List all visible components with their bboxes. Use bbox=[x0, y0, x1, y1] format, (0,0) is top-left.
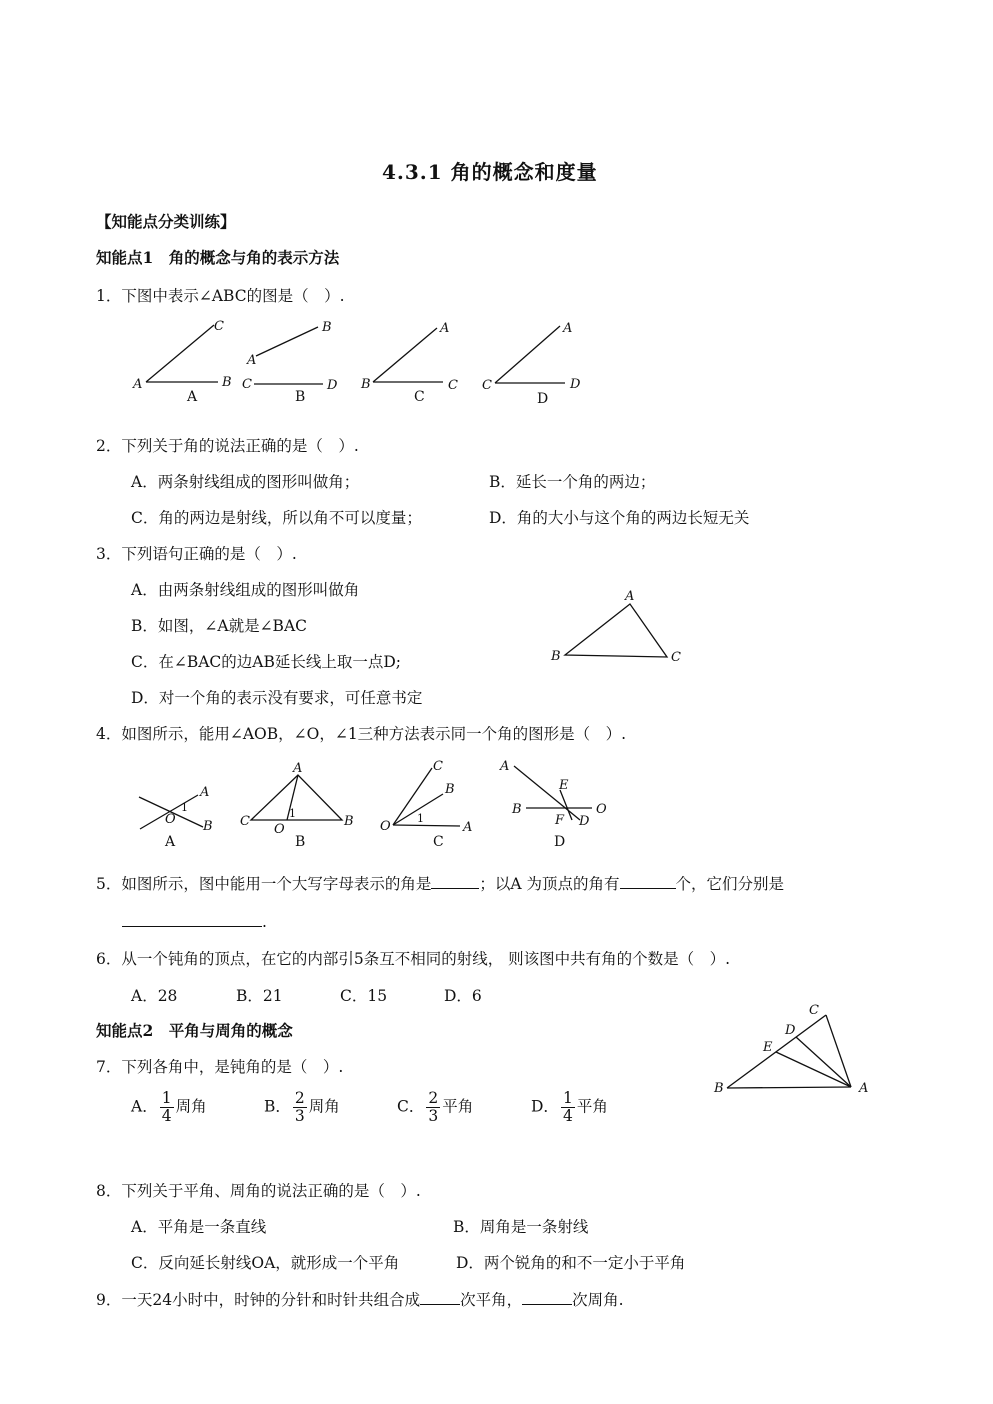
question-6: 6．从一个钝角的顶点，在它的内部引5条互不相同的射线， 则该图中共有角的个数是（ ）. bbox=[96, 950, 731, 968]
q7-option-b: B． $\frac{2}{3}$ 周角 bbox=[264, 1089, 340, 1126]
q3-option-d: D．对一个角的表示没有要求，可任意书定 bbox=[131, 689, 423, 707]
q8-option-b: B．周角是一条射线 bbox=[453, 1218, 589, 1236]
fig-label: D bbox=[570, 377, 581, 392]
fig-label: A bbox=[247, 353, 257, 368]
fig-label: B bbox=[222, 375, 232, 390]
page-title: 4.3.1 角的概念和度量 bbox=[382, 160, 598, 184]
fig-label: F bbox=[555, 813, 565, 828]
fig-label: A bbox=[440, 321, 450, 336]
fig-caption: B bbox=[295, 389, 306, 405]
fig-label: A bbox=[859, 1081, 869, 1096]
q6-option-b: B．21 bbox=[236, 987, 283, 1005]
fig-label: C bbox=[809, 1003, 819, 1018]
fig-label: 1 bbox=[289, 807, 296, 820]
q6-option-c: C．15 bbox=[340, 987, 388, 1005]
question-8: 8．下列关于平角、周角的说法正确的是（ ）. bbox=[96, 1182, 421, 1200]
knowledge-point-2: 知能点2 平角与周角的概念 bbox=[96, 1021, 293, 1040]
fig-label: A bbox=[463, 820, 473, 835]
fig-label: C bbox=[482, 378, 492, 393]
fig-label: C bbox=[242, 377, 252, 392]
fig-label: C bbox=[214, 319, 224, 334]
q2-option-c: C．角的两边是射线，所以角不可以度量； bbox=[131, 509, 422, 527]
q8-option-d: D．两个锐角的和不一定小于平角 bbox=[456, 1254, 686, 1272]
fig-label: 1 bbox=[181, 801, 188, 814]
fig-caption: B bbox=[295, 834, 306, 850]
fig-label: A bbox=[293, 761, 303, 776]
fig-label: O bbox=[274, 822, 285, 837]
fig-label: O bbox=[165, 812, 176, 827]
fig-label: B bbox=[512, 802, 522, 817]
fig-label: B bbox=[361, 377, 371, 392]
q3-option-a: A．由两条射线组成的图形叫做角 bbox=[131, 581, 360, 599]
question-4: 4．如图所示，能用∠AOB，∠O，∠1三种方法表示同一个角的图形是（ ）. bbox=[96, 725, 627, 743]
fig-label: E bbox=[763, 1040, 773, 1055]
q3-option-c: C．在∠BAC的边AB延长线上取一点D; bbox=[131, 653, 402, 671]
fig-label: A bbox=[625, 589, 635, 604]
fig-label: O bbox=[596, 802, 607, 817]
fig-label: D bbox=[327, 378, 338, 393]
q9-blank-2[interactable] bbox=[522, 1290, 572, 1305]
fig-label: O bbox=[380, 819, 391, 834]
question-3: 3．下列语句正确的是（ ）. bbox=[96, 545, 297, 563]
fig-label: B bbox=[714, 1081, 724, 1096]
q9-text-3: 次周角. bbox=[572, 1291, 624, 1309]
q5-text-1: 5．如图所示，图中能用一个大写字母表示的角是 bbox=[96, 875, 432, 893]
fig-caption: D bbox=[537, 391, 549, 407]
fig-label: B bbox=[445, 782, 455, 797]
question-7: 7．下列各角中，是钝角的是（ ）. bbox=[96, 1058, 344, 1076]
fig-label: E bbox=[559, 778, 569, 793]
q8-option-c: C．反向延长射线OA，就形成一个平角 bbox=[131, 1254, 400, 1272]
question-2: 2．下列关于角的说法正确的是（ ）. bbox=[96, 437, 359, 455]
q7-option-c: C． $\frac{2}{3}$ 平角 bbox=[397, 1089, 474, 1126]
q5-text-3: 个，它们分别是 bbox=[675, 875, 785, 893]
q3-option-b: B．如图，∠A就是∠BAC bbox=[131, 617, 308, 635]
fig-label: B bbox=[322, 320, 332, 335]
q9-text-1: 9．一天24小时中，时钟的分针和时针共组合成 bbox=[96, 1291, 421, 1309]
fig-label: 1 bbox=[417, 812, 424, 825]
knowledge-point-1: 知能点1 角的概念与角的表示方法 bbox=[96, 248, 340, 267]
fig-caption: C bbox=[433, 834, 444, 850]
fig-label: B bbox=[344, 814, 354, 829]
q7-option-a: A． $\frac{1}{4}$ 周角 bbox=[131, 1089, 207, 1126]
q6-option-a: A．28 bbox=[131, 987, 178, 1005]
q8-option-a: A．平角是一条直线 bbox=[131, 1218, 267, 1236]
fig-label: A bbox=[133, 377, 143, 392]
fig-label: D bbox=[579, 814, 590, 829]
fig-label: C bbox=[433, 759, 443, 774]
q2-option-d: D．角的大小与这个角的两边长短无关 bbox=[489, 509, 750, 527]
q2-option-b: B．延长一个角的两边； bbox=[489, 473, 656, 491]
fig-caption: A bbox=[165, 834, 176, 850]
fig-label: C bbox=[448, 378, 458, 393]
fig-label: B bbox=[203, 819, 213, 834]
fig-label: A bbox=[563, 321, 573, 336]
fig-label: D bbox=[785, 1023, 796, 1038]
fig-caption: C bbox=[414, 389, 425, 405]
q5-end: . bbox=[262, 913, 267, 931]
question-1: 1．下图中表示∠ABC的图是（ ）. bbox=[96, 287, 345, 305]
fig-label: A bbox=[500, 759, 510, 774]
q2-option-a: A．两条射线组成的图形叫做角； bbox=[131, 473, 360, 491]
fig-label: C bbox=[671, 650, 681, 665]
section-header: 【知能点分类训练】 bbox=[96, 212, 236, 231]
q5-text-2: ；以A 为顶点的角有 bbox=[479, 875, 620, 893]
question-9 bbox=[96, 1288, 624, 1310]
fig-label: C bbox=[240, 814, 250, 829]
q6-option-d: D．6 bbox=[444, 987, 482, 1005]
q9-blank-1[interactable] bbox=[420, 1290, 460, 1305]
q7-option-d: D． $\frac{1}{4}$ 平角 bbox=[531, 1089, 608, 1126]
fig-caption: D bbox=[554, 834, 566, 850]
fig-label: B bbox=[551, 649, 561, 664]
q9-text-2: 次平角， bbox=[460, 1291, 523, 1309]
fig-label: A bbox=[200, 785, 210, 800]
fig-caption: A bbox=[187, 389, 198, 405]
